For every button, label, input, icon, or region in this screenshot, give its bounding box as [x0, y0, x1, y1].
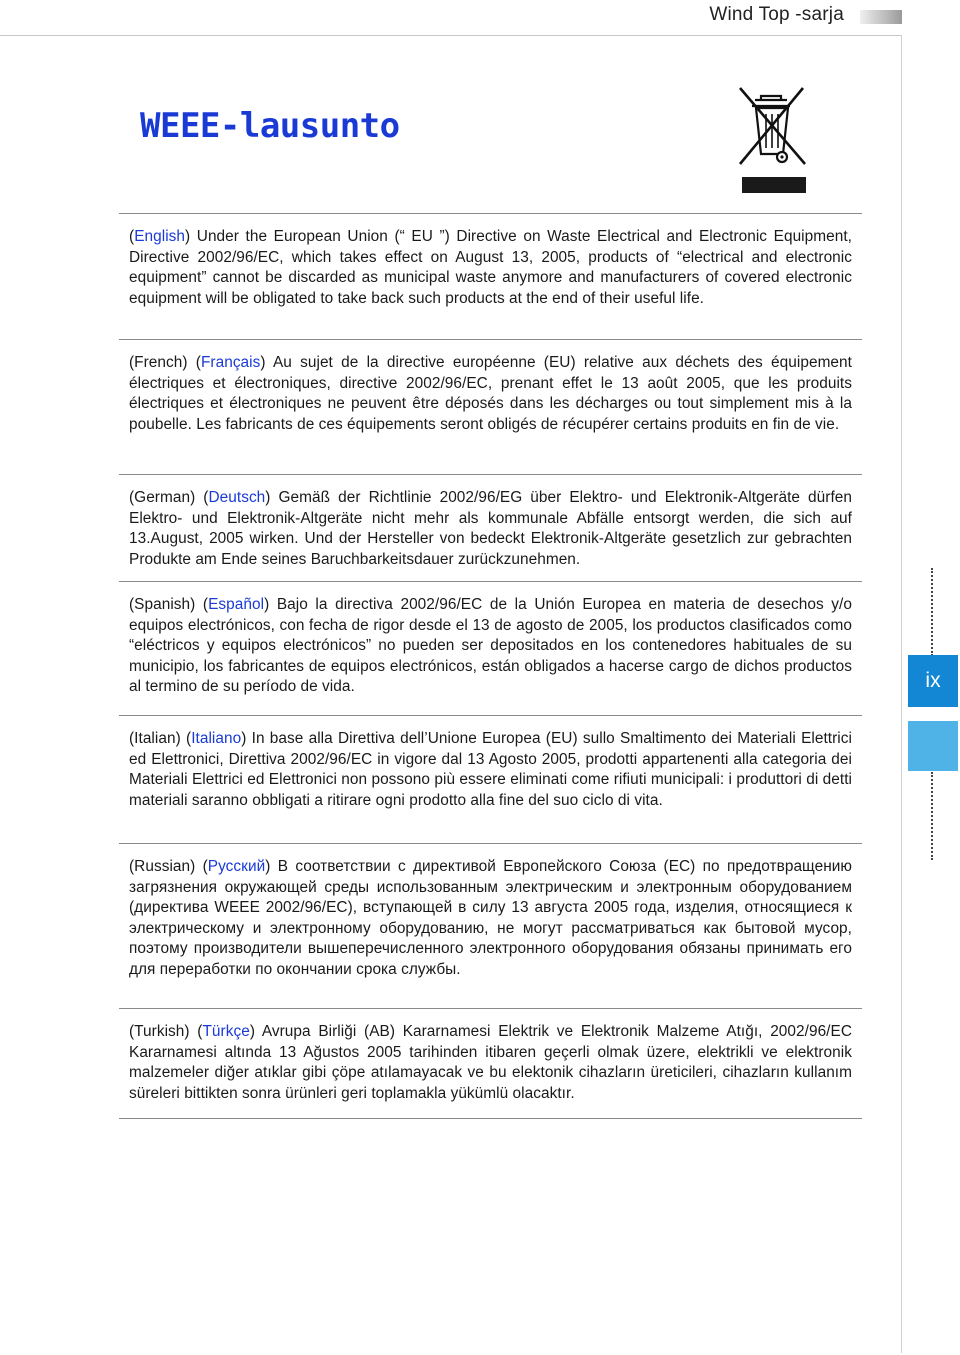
statement-body: ) Au sujet de la directive européenne (EU) relative aux déchets des équipement électriques et électroniques, directive 2002/96/EC, prenant effet le 13 août 2005, que les produits électriques et électroniques ne peuvent être déposés dans les décharges ou tout simplement mis à la poubelle. Les fabricants de ces équipements seront obligés de récupérer certains produits en fin de vie.: [129, 354, 852, 433]
page-number-tab: [908, 655, 958, 707]
page-number: ix: [925, 669, 941, 692]
statement-body: ) Gemäß der Richtlinie 2002/96/EG über Elektro- und Elektronik-Altgeräte dürfen Elektro- und Elektronik-Altgeräte nicht mehr als kommunale Abfälle entsorgt werden, die sich auf 13.August, 2005 wirken. Und der Hersteller von bedeckt Elektronik-Altgeräte gesetzlich zur gebrachten Produkte am Ende seines Baruchbarkeitsdauer zurückzunehmen.: [129, 489, 852, 568]
statement-russian: [119, 843, 862, 1008]
statement-body: ) Bajo la directiva 2002/96/EC de la Unión Europea en materia de desechos y/o equipos electrónicos, con fecha de rigor desde el 13 de agosto de 2005, los productos clasificados como “eléctricos y equipos electrónicos” no pueden ser depositados en los contenedores habituales de su municipio, los fabricantes de equipos electrónicos, están obligados a hacerse cargo de dichos productos al termino de su período de vida.: [129, 596, 852, 696]
statement-prefix: (French) (: [129, 354, 201, 371]
section-divider: [119, 1118, 862, 1119]
header-divider: [0, 35, 902, 36]
statement-body: ) Under the European Union (“ EU ”) Directive on Waste Electrical and Electronic Equipment, Directive 2002/96/EC, which takes effect on August 13, 2005, products of “electrical and electronic equipment” cannot be discarded as municipal waste anymore and manufacturers of covered electronic equipment will be obligated to take back such products at the end of their useful life.: [129, 228, 852, 307]
statement-prefix: (: [129, 228, 135, 245]
language-name: Türkçe: [202, 1023, 250, 1040]
page-edge-divider: [901, 35, 902, 1353]
language-name: Deutsch: [208, 489, 266, 506]
header-title: Wind Top -sarja: [709, 4, 844, 25]
statement-turkish: [119, 1008, 862, 1118]
crossed-out-wheelie-bin-icon: [737, 86, 807, 194]
language-name: Français: [200, 354, 261, 371]
statement-text: [129, 353, 852, 435]
statement-prefix: (Spanish) (: [129, 596, 209, 613]
statement-prefix: (German) (: [129, 489, 209, 506]
side-dotted-rule-top: [931, 568, 933, 656]
statement-spanish: [119, 581, 862, 715]
language-name: Italiano: [191, 730, 242, 747]
statement-text: [129, 595, 852, 698]
statement-text: [129, 488, 852, 570]
header-tab-marker: [860, 10, 902, 24]
statement-prefix: (Turkish) (: [129, 1023, 203, 1040]
statement-text: [129, 1022, 852, 1104]
language-name: Español: [208, 596, 265, 613]
statement-body: ) Avrupa Birliği (AB) Kararnamesi Elektrik ve Elektronik Malzeme Atığı, 2002/96/EC Kararnamesi altında 13 Ağustos 2005 tarihinden itibaren geçerli olmak üzere, elektrikli ve elektronik malzemeler diğer atıklar gibi çöpe atılamayacak ve bu elektonik cihazların üreticileri, cihazların kullanım süreleri bittikten sonra ürünleri geri toplamakla yükümlü olacaktır.: [129, 1023, 852, 1102]
statement-body: ) В соответствии с директивой Европейского Союза (ЕС) по предотвращению загрязнения окружающей среды использованным электрическим и электронным оборудованием (директива WEEE 2002/96/EC), вступающей в силу 13 августа 2005 года, изделия, относящиеся к электрическому и электронному оборудованию, не могут рассматриваться как бытовой мусор, поэтому производители вышеперечисленного электронного оборудования обязаны принимать его для переработки по окончании срока службы.: [129, 858, 852, 978]
statement-prefix: (Russian) (: [129, 858, 208, 875]
side-tab: [908, 721, 958, 771]
language-name: English: [134, 228, 186, 245]
statement-text: [129, 729, 852, 811]
statement-italian: [119, 715, 862, 843]
statement-prefix: (Italian) (: [129, 730, 192, 747]
side-dotted-rule-bottom: [931, 772, 933, 860]
language-name: Русский: [207, 858, 266, 875]
weee-statements: [119, 213, 862, 1119]
statement-german: [119, 474, 862, 581]
page-title: WEEE-lausunto: [140, 106, 400, 146]
statement-text: [129, 857, 852, 981]
statement-text: [129, 227, 852, 309]
statement-french: [119, 339, 862, 474]
statement-english: [119, 213, 862, 339]
statement-body: ) In base alla Direttiva dell’Unione Europea (EU) sullo Smaltimento dei Materiali Elettrici ed Elettronici, Direttiva 2002/96/EC in vigore dal 13 Agosto 2005, prodotti appartenenti alla categoria dei Materiali Elettrici ed Elettronici non possono più essere eliminati come rifiuti municipali: i produttori di detti materiali saranno obbligati a ritirare ogni prodotto alla fine del suo ciclo di vita.: [129, 730, 852, 809]
